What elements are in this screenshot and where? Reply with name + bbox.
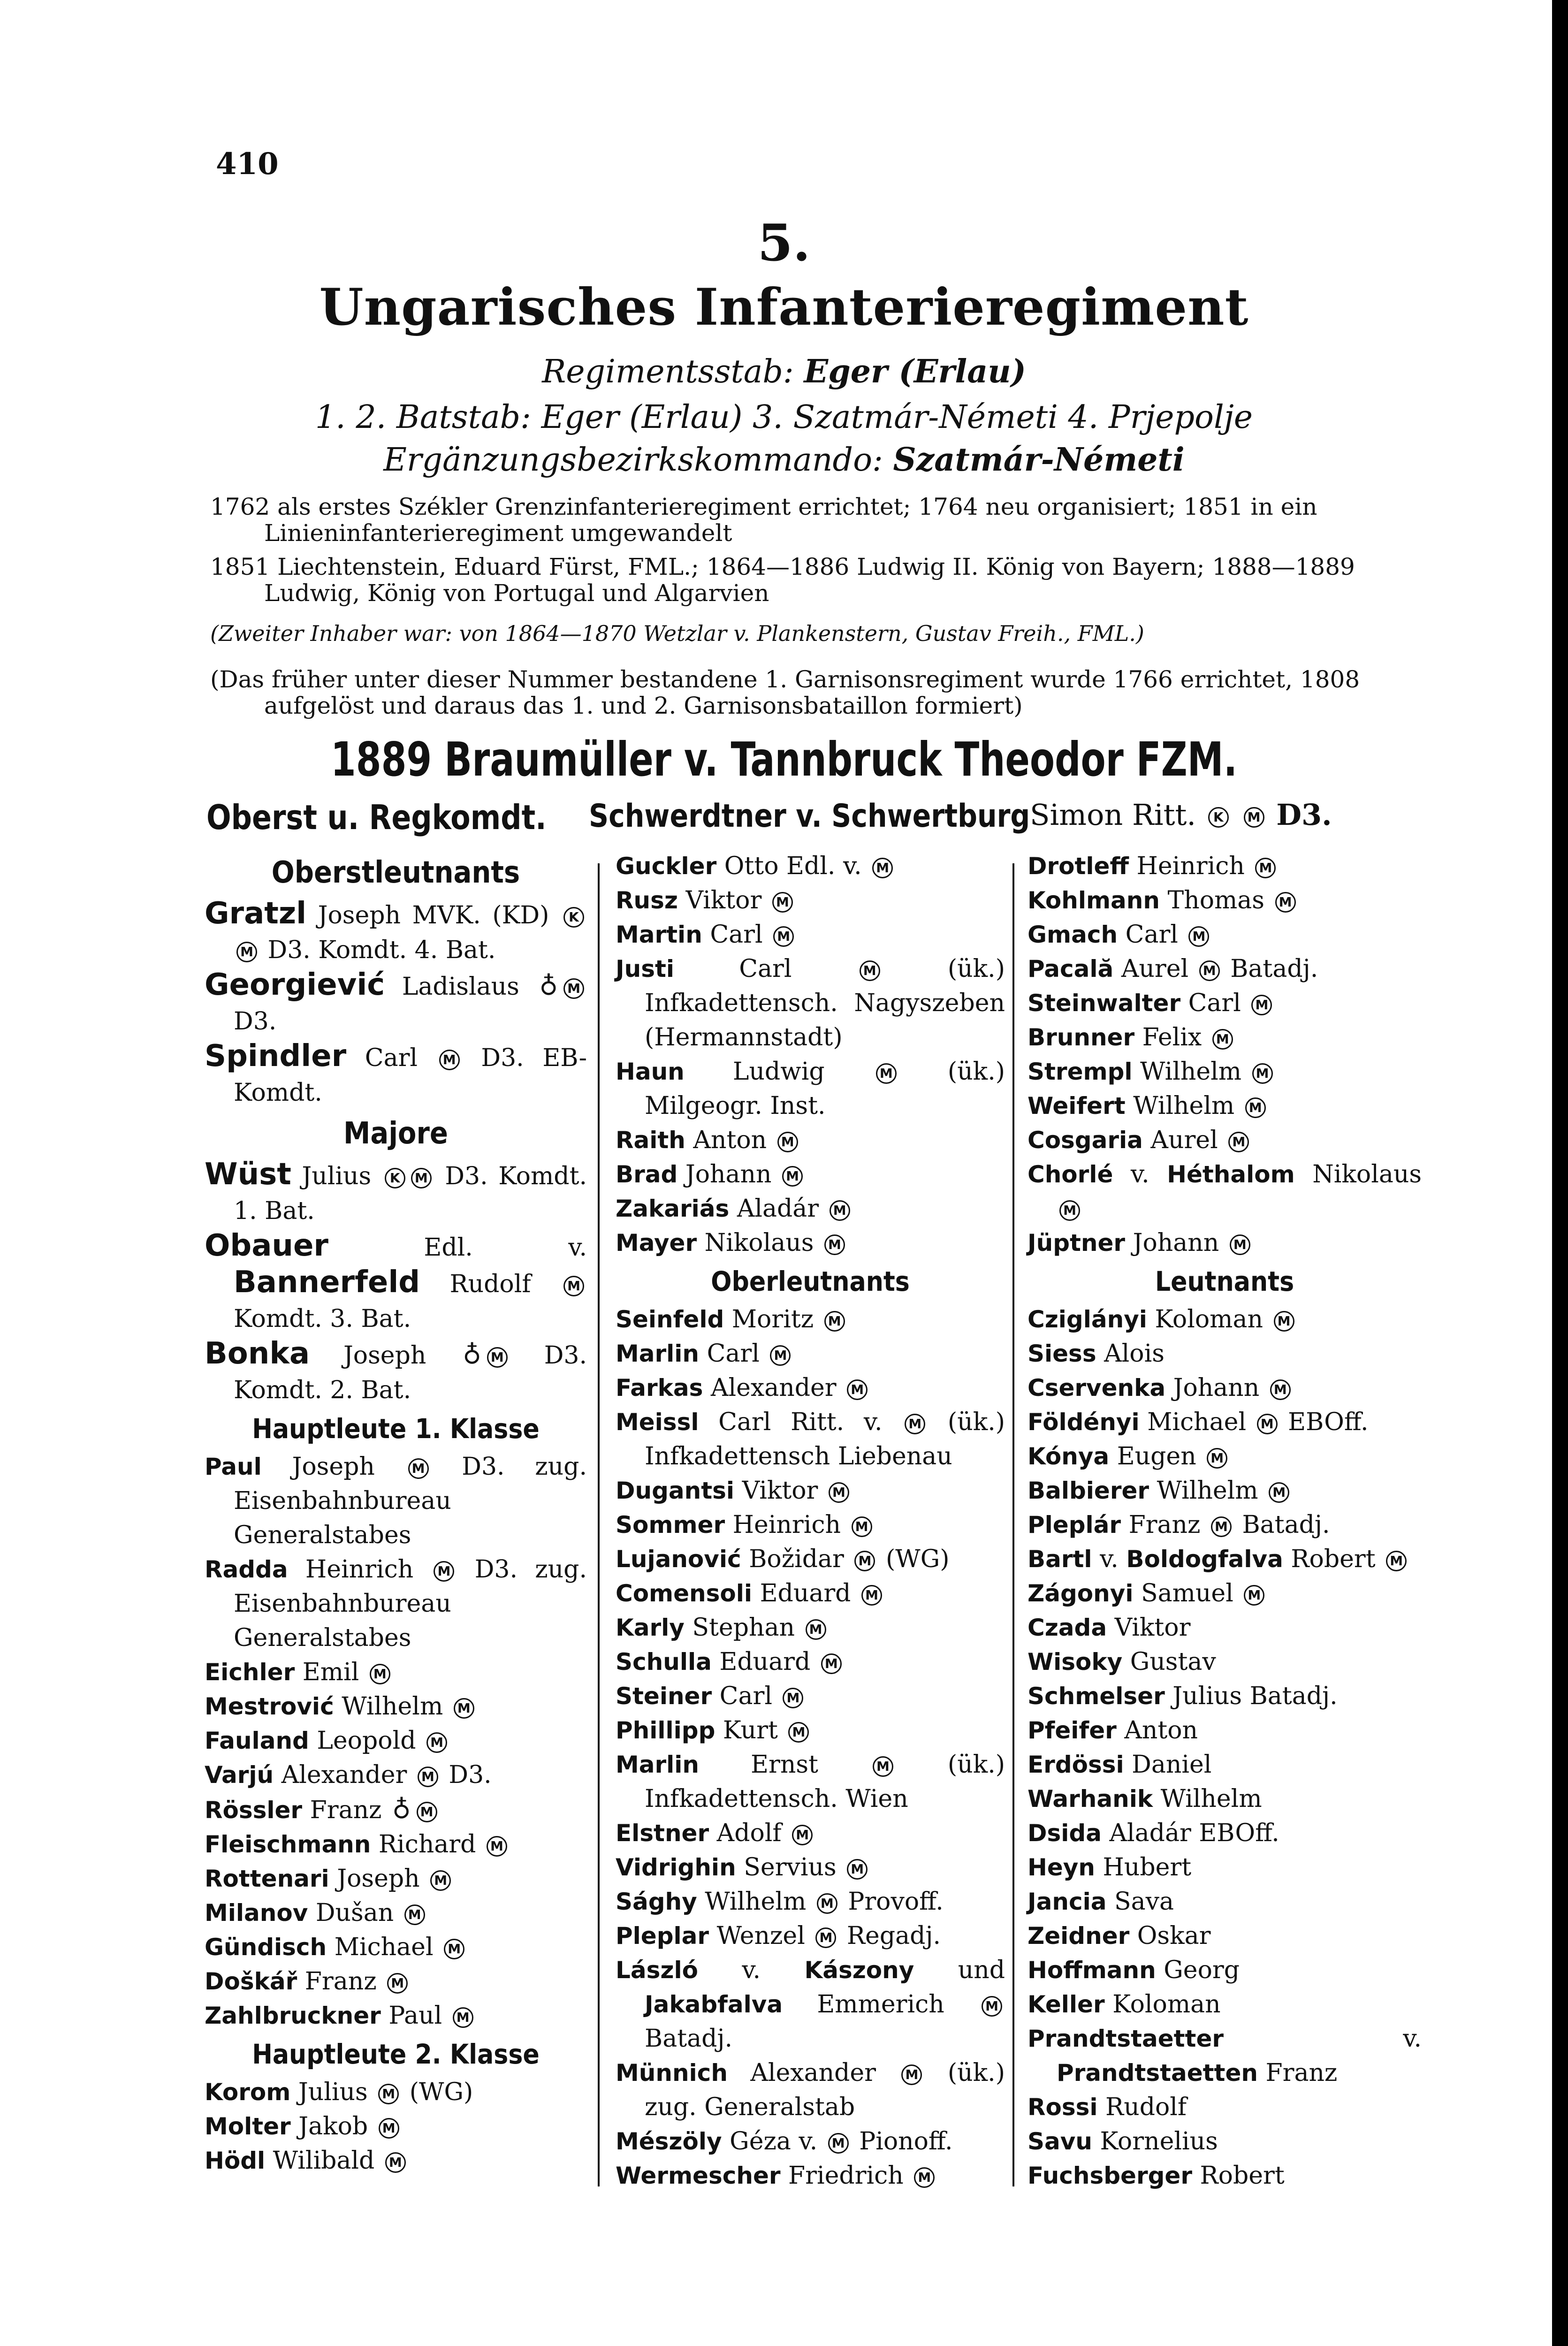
list-item: Farkas Alexander M [616, 1371, 1005, 1405]
m-badge-icon: M [1230, 1234, 1250, 1255]
m-badge-icon: M [824, 1234, 845, 1255]
m-badge-icon: M [852, 1516, 872, 1537]
list-item: Fuchsberger Robert [1028, 2162, 1285, 2190]
list-item: Vidrighin Servius M [616, 1851, 1005, 1885]
m-badge-icon: M [1270, 1379, 1291, 1400]
list-item: Warhanik Wilhelm [1028, 1785, 1262, 1813]
list-item: Fauland Leopold M [205, 1724, 587, 1758]
list-item: Kónya Eugen M [1028, 1440, 1422, 1474]
m-badge-icon: M [563, 1276, 584, 1296]
m-badge-icon: M [824, 1311, 845, 1332]
list-item: Chorlé v. Héthalom Nikolaus M [1028, 1158, 1422, 1226]
list-item: Steinwalter Carl M [1028, 986, 1422, 1021]
m-badge-icon: M [854, 1551, 875, 1571]
m-badge-icon: M [1212, 1029, 1233, 1050]
oberst-label: Oberst u. Regkomdt. [206, 798, 547, 837]
regimentsstab-line [0, 353, 1568, 390]
list-item: Brunner Felix M [1028, 1021, 1422, 1055]
list-item: Elstner Adolf M [616, 1816, 1005, 1851]
column-3 [1028, 849, 1422, 2193]
list-item: Rottenari Joseph M [205, 1862, 587, 1896]
m-badge-icon: M [378, 2084, 399, 2104]
m-badge-icon: M [563, 978, 584, 999]
m-badge-icon: M [417, 1802, 437, 1822]
list-item: Balbierer Wilhelm M [1028, 1474, 1422, 1508]
list-item: Jancia Sava [1028, 1888, 1174, 1916]
list-item: Kohlmann Thomas M [1028, 884, 1422, 918]
list-item: Zakariás Aladár M [616, 1192, 1005, 1226]
m-badge-icon: M [487, 1347, 508, 1368]
m-badge-icon: M [444, 1939, 464, 1959]
list-item: Lujanović Božidar M (WG) [616, 1545, 950, 1573]
list-item: Hödl Wilibald M [205, 2144, 587, 2178]
list-item: Weifert Wilhelm M [1028, 1089, 1422, 1123]
list-item: Karly Stephan M [616, 1611, 1005, 1645]
list-item: Georgiević Ladislaus ♁ M D3. [205, 967, 587, 1039]
list-item: Steiner Carl M [616, 1679, 1005, 1714]
list-item: Seinfeld Moritz M [616, 1302, 1005, 1337]
m-badge-icon: M [1252, 1063, 1273, 1084]
list-item: Mayer Nikolaus M [616, 1226, 1005, 1260]
m-badge-icon: M [430, 1870, 451, 1891]
list-item: Comensoli Eduard M [616, 1577, 1005, 1611]
m-badge-icon: M [1059, 1200, 1080, 1221]
cross-icon: ♁ [539, 971, 558, 1001]
m-badge-icon: M [1257, 1414, 1278, 1434]
list-item: Dsida Aladár EBOff. [1028, 1819, 1279, 1847]
list-item: Zeidner Oskar [1028, 1922, 1211, 1950]
list-item: László v. Kászony und Jakabfalva Emmerich M Batadj. [616, 1956, 1005, 2053]
regiment-title: Ungarisches Infanterieregiment [319, 278, 1249, 337]
m-badge-icon: M [418, 1767, 438, 1787]
m-badge-icon: M [1199, 960, 1220, 981]
regiment-number: 5. [757, 213, 811, 273]
m-badge-icon: M [1244, 807, 1264, 828]
list-item: Spindler Carl M D3. EB-Komdt. [205, 1039, 587, 1107]
list-item: Bonka Joseph ♁ M D3. Komdt. 2. Bat. [205, 1336, 587, 1404]
m-badge-icon: M [901, 2064, 922, 2085]
list-item: Marlin Ernst M (ük.) Infkadettensch. Wien [616, 1751, 1005, 1813]
list-item: Siess Alois [1028, 1340, 1165, 1368]
cross-icon: ♁ [463, 1340, 481, 1370]
list-item: Haun Ludwig M (ük.) Milgeogr. Inst. [616, 1058, 1005, 1120]
list-item: Pleplár Franz M Batadj. [1028, 1511, 1330, 1539]
list-item: Milanov Dušan M [205, 1896, 587, 1930]
m-badge-icon: M [876, 1063, 897, 1084]
m-badge-icon: M [773, 926, 794, 947]
list-item: Wermescher Friedrich M [616, 2159, 1005, 2193]
m-badge-icon: M [861, 1585, 882, 1606]
m-badge-icon: M [872, 858, 893, 878]
list-item: Wisoky Gustav [1028, 1648, 1216, 1676]
list-item: Rusz Viktor M [616, 884, 1005, 918]
list-item: Varjú Alexander M D3. [205, 1761, 492, 1789]
section-leutnants: Leutnants [1155, 1265, 1294, 1297]
m-badge-icon: M [1255, 858, 1276, 878]
list-item: Pfeifer Anton [1028, 1716, 1198, 1744]
list-item: Keller Koloman [1028, 1990, 1221, 2018]
m-badge-icon: M [905, 1414, 925, 1434]
m-badge-icon: M [1207, 1448, 1227, 1469]
ergaenzung-label: Ergänzungsbezirkskommando: [383, 442, 883, 479]
list-item: Cservenka Johann M [1028, 1371, 1422, 1405]
list-item: Sághy Wilhelm M Provoff. [616, 1888, 944, 1916]
m-badge-icon: M [236, 942, 257, 962]
m-badge-icon: M [411, 1168, 432, 1188]
list-item: Bartl v. Boldogfalva Robert M [1028, 1542, 1422, 1577]
list-item: Cosgaria Aurel M [1028, 1123, 1422, 1158]
list-item: Guckler Otto Edl. v. M [616, 849, 1005, 884]
m-badge-icon: M [385, 2152, 406, 2173]
list-item: Gratzl Joseph MVK. (KD) KM D3. Komdt. 4. Bat. [205, 896, 587, 967]
m-badge-icon: M [783, 1688, 803, 1708]
section-oberleutnants: Oberleutnants [711, 1265, 910, 1297]
m-badge-icon: M [454, 1698, 474, 1719]
list-item: Rossi Rudolf [1028, 2093, 1187, 2121]
m-badge-icon: M [829, 1482, 849, 1503]
oberst-name: Schwerdtner v. Schwertburg [589, 798, 1030, 835]
list-item: Doškář Franz M [205, 1965, 587, 1999]
list-item: Mestrović Wilhelm M [205, 1690, 587, 1724]
list-item: Brad Johann M [616, 1158, 1005, 1192]
m-badge-icon: M [453, 2007, 473, 2028]
list-item: Mészöly Géza v. M Pionoff. [616, 2127, 953, 2156]
list-item: Drotleff Heinrich M [1028, 849, 1422, 884]
column-divider [1012, 863, 1014, 2186]
m-badge-icon: M [370, 1664, 390, 1684]
list-item: Münnich Alexander M (ük.) zug. Generalstab [616, 2059, 1005, 2121]
m-badge-icon: M [439, 1050, 460, 1070]
m-badge-icon: M [830, 1200, 850, 1221]
m-badge-icon: M [806, 1619, 826, 1640]
list-item: Gündisch Michael M [205, 1930, 587, 1965]
list-item: Korom Julius M (WG) [205, 2078, 473, 2106]
column-2 [616, 849, 1005, 2193]
list-item: Martin Carl M [616, 918, 1005, 952]
m-badge-icon: M [821, 1653, 842, 1674]
list-item: Wüst Julius K M D3. Komdt. 1. Bat. [205, 1157, 587, 1225]
m-badge-icon: M [379, 2118, 399, 2139]
list-item: Dugantsi Viktor M [616, 1474, 1005, 1508]
list-item: Schulla Eduard M [616, 1645, 1005, 1679]
list-item: Phillipp Kurt M [616, 1714, 1005, 1748]
list-item: Marlin Carl M [616, 1337, 1005, 1371]
regimentsstab-label: Regimentsstab: [542, 353, 794, 390]
m-badge-icon: M [434, 1561, 454, 1582]
list-item: Paul Joseph M D3. zug. Eisenbahnbureau Generalstabes [205, 1453, 587, 1549]
m-badge-icon: M [782, 1166, 803, 1187]
list-item: Sommer Heinrich M [616, 1508, 1005, 1542]
m-badge-icon: M [1228, 1132, 1249, 1152]
inhaber-line: 1889 Braumüller v. Tannbruck Theodor FZM. [330, 732, 1238, 787]
list-item: Obauer Edl. v. Bannerfeld Rudolf M Komdt. 3. Bat. [205, 1228, 587, 1333]
m-badge-icon: M [772, 892, 793, 913]
list-item: Strempl Wilhelm M [1028, 1055, 1422, 1089]
list-item: Hoffmann Georg [1028, 1956, 1240, 1984]
list-item: Eichler Emil M [205, 1655, 587, 1690]
history-paragraph-3: (Zweiter Inhaber war: von 1864—1870 Wetzlar v. Plankenstern, Gustav Freih., FML.) [210, 621, 1144, 646]
list-item: Erdössi Daniel [1028, 1751, 1212, 1779]
column-divider [598, 863, 600, 2186]
m-badge-icon: M [817, 1893, 837, 1914]
list-item: Fleischmann Richard M [205, 1828, 587, 1862]
list-item: Heyn Hubert [1028, 1853, 1192, 1881]
section-oberstleutnants: Oberstleutnants [271, 855, 520, 890]
m-badge-icon: M [487, 1836, 507, 1857]
m-badge-icon: M [792, 1825, 813, 1845]
m-badge-icon: M [847, 1379, 868, 1400]
list-item: Jüptner Johann M [1028, 1226, 1422, 1260]
m-badge-icon: M [860, 960, 880, 981]
m-badge-icon: M [777, 1132, 798, 1152]
ergaenzung-value: Szatmár-Németi [893, 441, 1185, 479]
section-majore: Majore [343, 1116, 448, 1151]
history-paragraph-4: (Das früher unter dieser Nummer bestandene 1. Garnisonsregiment wurde 1766 errichtet, 1808 aufgelöst und daraus das 1. und 2. Garnisonsbataillon formiert) [210, 666, 1360, 719]
k-badge-icon: K [385, 1168, 405, 1188]
history-paragraph-2: 1851 Liechtenstein, Eduard Fürst, FML.; 1864—1886 Ludwig II. König von Bayern; 1888—1889 Ludwig, König von Portugal und Algarvien [210, 553, 1355, 607]
m-badge-icon: M [404, 1904, 425, 1925]
oberst-line [206, 798, 1426, 840]
history-paragraph-1: 1762 als erstes Székler Grenzinfanterieregiment errichtet; 1764 neu organisiert; 1851 in ein Linieninfanterieregiment umgewandelt [210, 493, 1317, 547]
m-badge-icon: M [770, 1345, 791, 1366]
list-item: Meissl Carl Ritt. v. M (ük.) Infkadettensch Liebenau [616, 1408, 1005, 1470]
m-badge-icon: M [788, 1722, 809, 1743]
list-item: Molter Jakob M [205, 2110, 587, 2144]
m-badge-icon: M [1274, 1311, 1294, 1332]
m-badge-icon: M [828, 2133, 849, 2154]
list-item: Cziglányi Koloman M [1028, 1302, 1422, 1337]
list-item: Savu Kornelius [1028, 2127, 1218, 2156]
m-badge-icon: M [873, 1756, 893, 1777]
m-badge-icon: M [1269, 1482, 1289, 1503]
list-item: Raith Anton M [616, 1123, 1005, 1158]
list-item: Zágonyi Samuel M [1028, 1577, 1422, 1611]
m-badge-icon: M [1211, 1516, 1232, 1537]
list-item: Zahlbruckner Paul M [205, 1999, 587, 2033]
list-item: Czada Viktor [1028, 1614, 1191, 1642]
m-badge-icon: M [1244, 1585, 1264, 1606]
m-badge-icon: M [1275, 892, 1296, 913]
cross-icon: ♁ [392, 1795, 411, 1824]
m-badge-icon: M [408, 1458, 429, 1479]
column-1 [205, 849, 587, 2178]
m-badge-icon: M [426, 1732, 447, 1753]
m-badge-icon: M [1245, 1097, 1266, 1118]
list-item: Pleplar Wenzel M Regadj. [616, 1922, 941, 1950]
m-badge-icon: M [914, 2167, 935, 2188]
list-item: Justi Carl M (ük.) Infkadettensch. Nagyszeben (Hermannstadt) [616, 955, 1005, 1051]
list-item: Prandtstaetter v. Prandtstaetten Franz [1028, 2025, 1422, 2087]
batstab-line: 1. 2. Batstab: Eger (Erlau) 3. Szatmár-Németi 4. Prjepolje [315, 399, 1253, 436]
m-badge-icon: M [847, 1859, 868, 1880]
list-item: Schmelser Julius Batadj. [1028, 1682, 1338, 1710]
k-badge-icon: K [563, 907, 584, 928]
list-item: Rössler Franz ♁ M [205, 1792, 587, 1828]
m-badge-icon: M [387, 1973, 408, 1994]
m-badge-icon: M [1188, 926, 1209, 947]
m-badge-icon: M [815, 1927, 836, 1948]
m-badge-icon: M [1251, 995, 1272, 1015]
list-item: Földényi Michael M EBOff. [1028, 1408, 1369, 1436]
list-item: Pacală Aurel M Batadj. [1028, 955, 1318, 983]
section-hauptleute-1: Hauptleute 1. Klasse [252, 1413, 540, 1445]
regimentsstab-value: Eger (Erlau) [804, 353, 1026, 390]
list-item: Gmach Carl M [1028, 918, 1422, 952]
oberst-detail: Simon Ritt. K M D3. [1030, 798, 1332, 832]
m-badge-icon: M [1386, 1551, 1407, 1571]
k-badge-icon: K [1208, 807, 1229, 828]
ergaenzung-line [0, 441, 1568, 479]
page-number: 410 [216, 146, 279, 182]
section-hauptleute-2: Hauptleute 2. Klasse [252, 2038, 540, 2070]
list-item: Radda Heinrich M D3. zug. Eisenbahnbureau Generalstabes [205, 1555, 587, 1652]
m-badge-icon: M [982, 1996, 1002, 2017]
